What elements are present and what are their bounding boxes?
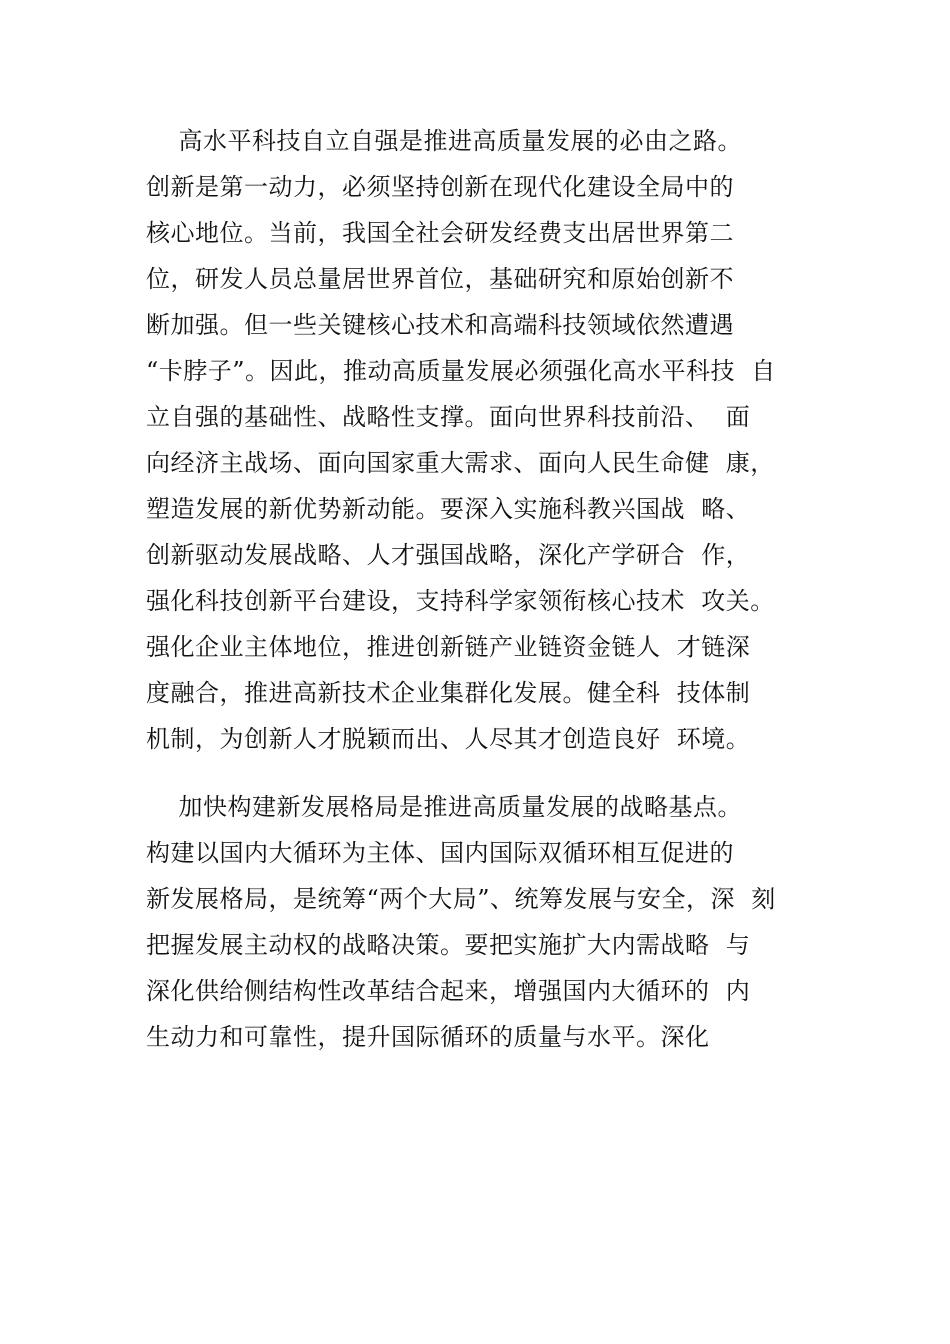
text-line: 新发展格局，是统筹“两个大局”、统筹发展与安全，深 刻 (146, 885, 776, 913)
text-line: 立自强的基础性、战略性支撑。面向世界科技前沿、 面 (146, 403, 751, 431)
text-line: 向经济主战场、面向国家重大需求、面向人民生命健 康， (146, 449, 775, 477)
text-line: 机制，为创新人才脱颖而出、人尽其才创造良好 环境。 (146, 725, 751, 753)
text-line: 生动力和可靠性，提升国际循环的质量与水平。深化 (146, 1023, 710, 1051)
text-line: 高水平科技自立自强是推进高质量发展的必由之路。 (146, 127, 743, 155)
text-line: 度融合，推进高新技术企业集群化发展。健全科 技体制 (146, 679, 751, 707)
text-line: 创新是第一动力，必须坚持创新在现代化建设全局中的 (146, 173, 734, 201)
text-line: 深化供给侧结构性改革结合起来，增强国内大循环的 内 (146, 977, 751, 1005)
text-line: 创新驱动发展战略、人才强国战略，深化产学研合 作， (146, 541, 751, 569)
text-line: 强化企业主体地位，推进创新链产业链资金链人 才链深 (146, 633, 751, 661)
paragraph-tech-self-reliance (146, 118, 846, 762)
text-line: 断加强。但一些关键核心技术和高端科技领域依然遭遇 (146, 311, 734, 339)
text-line: 构建以国内大循环为主体、国内国际双循环相互促进的 (146, 839, 734, 867)
text-line: 加快构建新发展格局是推进高质量发展的战略基点。 (146, 793, 743, 821)
text-line: 核心地位。当前，我国全社会研发经费支出居世界第二 (146, 219, 734, 247)
text-line: 强化科技创新平台建设，支持科学家领衔核心技术 攻关。 (146, 587, 775, 615)
paragraph-new-development-pattern (146, 784, 846, 1060)
text-line: 塑造发展的新优势新动能。要深入实施科教兴国战 略、 (146, 495, 751, 523)
text-line: 位，研发人员总量居世界首位，基础研究和原始创新不 (146, 265, 734, 293)
text-line: “卡脖子”。因此，推动高质量发展必须强化高水平科技 自 (146, 357, 776, 385)
text-line: 把握发展主动权的战略决策。要把实施扩大内需战略 与 (146, 931, 751, 959)
